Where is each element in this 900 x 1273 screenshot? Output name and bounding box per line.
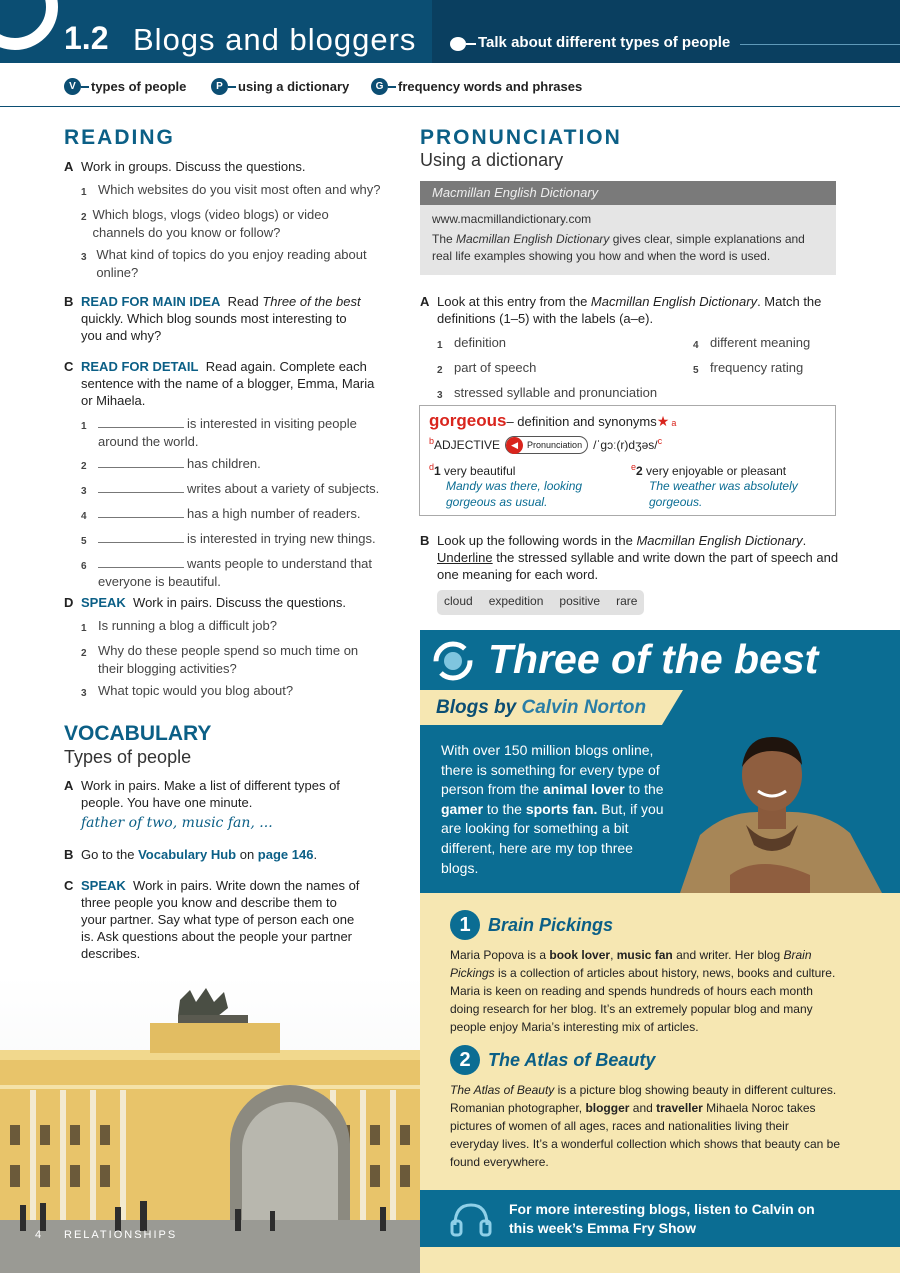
blog-2-header <box>450 1045 655 1075</box>
reading-task-d: D SPEAK Work in pairs. Discuss the questions. <box>64 595 346 610</box>
speaker-icon: ◀ <box>506 437 523 454</box>
tag-grammar <box>371 78 582 95</box>
word-chips <box>437 590 644 615</box>
definition-2: $^e$2 very enjoyable or pleasant The weather was absolutely gorgeous. <box>631 462 798 509</box>
tag-letter: V <box>64 78 81 95</box>
vocabulary-example: father of two, music fan, ... <box>81 815 273 831</box>
list-item: is interested in visiting people around the world. <box>98 416 357 449</box>
goal-bullet-line <box>466 43 476 45</box>
list-item: wants people to understand that everyone is beautiful. <box>98 556 373 589</box>
list-item: Why do these people spend so much time on their blogging activities? <box>98 643 359 676</box>
ipa: /ˈɡɔː(r)dʒəs/ <box>593 438 658 452</box>
blog-number: 2 <box>450 1045 480 1075</box>
list-item: Which websites do you visit most often and why? <box>98 182 381 197</box>
palace-square-photo <box>0 975 420 1273</box>
dictionary-bar: Macmillan English Dictionary <box>420 181 836 205</box>
vocabulary-subheading: Types of people <box>64 747 192 767</box>
blogger-photo <box>660 725 900 893</box>
page-link[interactable]: page 146 <box>257 847 314 862</box>
reading-a-list: 1 Which websites do you visit most often and why? 2 Which blogs, vlogs (video blogs) or video channels do you know or follow? 3 What kind of topics do you enjoy reading about online? <box>81 182 381 280</box>
tag-rule <box>0 106 900 107</box>
byline: Blogs by Calvin Norton <box>436 697 647 718</box>
refresh-cycle-icon <box>432 640 474 682</box>
pronunciation-list-right: 4 different meaning 5 frequency rating <box>693 334 843 380</box>
dictionary-info: www.macmillandictionary.com The Macmillan English Dictionary gives clear, simple explanations and real life examples showing you how and when the word is used. <box>420 205 836 275</box>
listen-text: For more interesting blogs, listen to Calvin on this week’s Emma Fry Show <box>509 1201 815 1236</box>
pronunciation-heading: PRONUNCIATION <box>420 126 622 149</box>
list-item: Is running a blog a difficult job? <box>98 618 277 633</box>
list-item: part of speech <box>454 360 537 375</box>
tag-label: types of people <box>91 79 187 94</box>
vocabulary-task-a: A Work in pairs. Make a list of different types of people. You have one minute. <box>64 778 340 810</box>
reading-task-a: A Work in groups. Discuss the questions. <box>64 159 306 174</box>
reading-d-list: 1 Is running a blog a difficult job? 2 Why do these people spend so much time on their blogging activities? 3 What topic would you blog about? <box>81 617 381 703</box>
list-item: is interested in trying new things. <box>187 531 376 546</box>
reading-heading: READING <box>64 126 175 149</box>
list-item: frequency rating <box>710 360 804 375</box>
pronunciation-list-left: 1 definition 2 part of speech 3 stressed syllable and pronunciation <box>437 334 687 405</box>
tag-letter: P <box>211 78 228 95</box>
tag-vocabulary <box>64 78 186 95</box>
blog-1-title: Brain Pickings <box>488 914 614 935</box>
pronunciation-subheading: Using a dictionary <box>420 150 564 170</box>
list-item: What kind of topics do you enjoy reading about online? <box>96 247 367 280</box>
reading-c-list: 1 is interested in visiting people around the world. 2 has children. 3 writes about a variety of subjects. 4 has a high number of readers. 5 is interested in trying new things. 6 wants people to understand that everyone is beautiful. <box>81 416 380 589</box>
blog-2-text: The Atlas of Beauty is a picture blog showing beauty in different cultures. Romanian photographer, blogger and traveller Mihaela Noroc takes pictures of women of all ages, races and nationalities living their everyday lives. It’s a wonderful collection which shows that beauty can be found everywhere. <box>450 1083 840 1169</box>
vocabulary-task-b: B Go to the Vocabulary Hub on page 146. <box>64 847 318 862</box>
list-item: has a high number of readers. <box>187 506 361 521</box>
list-item: has children. <box>187 456 261 471</box>
word-chip: rare <box>616 594 638 608</box>
word-chip: cloud <box>444 594 473 608</box>
tag-label: using a dictionary <box>238 79 350 94</box>
entry-word: gorgeous <box>429 411 507 430</box>
page-number: 4 <box>35 1229 42 1241</box>
unit-goal: Talk about different types of people <box>478 34 731 51</box>
blog-intro: With over 150 million blogs online, there is something for every type of person from the animal lover to the gamer to the sports fan. But, if you are looking for something a bit different, here are my top three blogs. <box>441 742 664 876</box>
vocabulary-task-c: C SPEAK Work in pairs. Write down the names of three people you know and describe them to your partner. Say what type of person each one is. Ask questions about the people your partner describes. <box>64 878 360 961</box>
list-item: What topic would you blog about? <box>98 683 294 698</box>
pronunciation-button[interactable]: ◀ Pronunciation <box>505 436 588 454</box>
reading-task-b: B READ FOR MAIN IDEA Read Three of the best quickly. Which blog sounds most interesting to you and why? <box>64 294 361 343</box>
list-item: writes about a variety of subjects. <box>187 481 380 496</box>
unit-title: Blogs and bloggers <box>133 22 417 57</box>
footer-section: RELATIONSHIPS <box>64 1229 178 1241</box>
list-item: different meaning <box>710 335 811 350</box>
unit-number: 1.2 <box>64 20 109 56</box>
tag-label: frequency words and phrases <box>398 79 583 94</box>
goal-bullet-icon <box>450 37 466 51</box>
unit-goal-band <box>432 0 900 63</box>
dictionary-url[interactable]: www.macmillandictionary.com <box>432 212 592 226</box>
vocabulary-heading: VOCABULARY <box>64 722 212 745</box>
list-item: definition <box>454 335 507 350</box>
blog-number: 1 <box>450 910 480 940</box>
goal-rule <box>740 44 900 45</box>
headphones-icon <box>449 1199 493 1239</box>
frequency-star-icon: ★ <box>656 413 670 429</box>
tag-pronunciation <box>211 78 349 95</box>
dictionary-entry: gorgeous – definition and synonyms ★ a b ADJECTIVE ◀ Pronunciation /ˈɡɔː(r)dʒəs/ $^c$ $^d$1 very beautiful Mandy was there, looking gorgeous as usual. $^e$2 very enjoyable or pleasant The weather was absolutely gorgeous. <box>419 405 836 516</box>
part-of-speech: ADJECTIVE <box>434 438 501 452</box>
vocabulary-hub-link[interactable]: Vocabulary Hub <box>138 847 237 862</box>
word-chip: expedition <box>488 594 544 608</box>
blog-1-header <box>450 910 613 940</box>
pronunciation-task-b: B Look up the following words in the Macmillan English Dictionary. Underline the stressed syllable and write down the part of speech and one meaning for each word. <box>420 533 839 582</box>
blog-title: Three of the best <box>488 636 819 682</box>
blog-2-title: The Atlas of Beauty <box>488 1049 656 1070</box>
word-chip: positive <box>559 594 601 608</box>
tag-letter: G <box>371 78 388 95</box>
definition-1: $^d$1 very beautiful Mandy was there, looking gorgeous as usual. <box>429 462 583 509</box>
pronunciation-task-a: A Look at this entry from the Macmillan English Dictionary. Match the definitions (1–5) with the labels (a–e). <box>420 294 822 326</box>
blog-1-text: Maria Popova is a book lover, music fan and writer. Her blog Brain Pickings is a collection of articles about history, news, books and culture. Maria is keen on reading and spends hundreds of hours each month doing research for her blog. It’s an extremely popular blog and many people enjoy Maria’s interesting mix of articles. <box>450 948 836 1034</box>
reading-task-c: C READ FOR DETAIL Read again. Complete each sentence with the name of a blogger, Emma, Maria or Mihaela. <box>64 359 375 408</box>
list-item: stressed syllable and pronunciation <box>454 385 658 400</box>
list-item: Which blogs, vlogs (video blogs) or video channels do you know or follow? <box>92 207 329 240</box>
